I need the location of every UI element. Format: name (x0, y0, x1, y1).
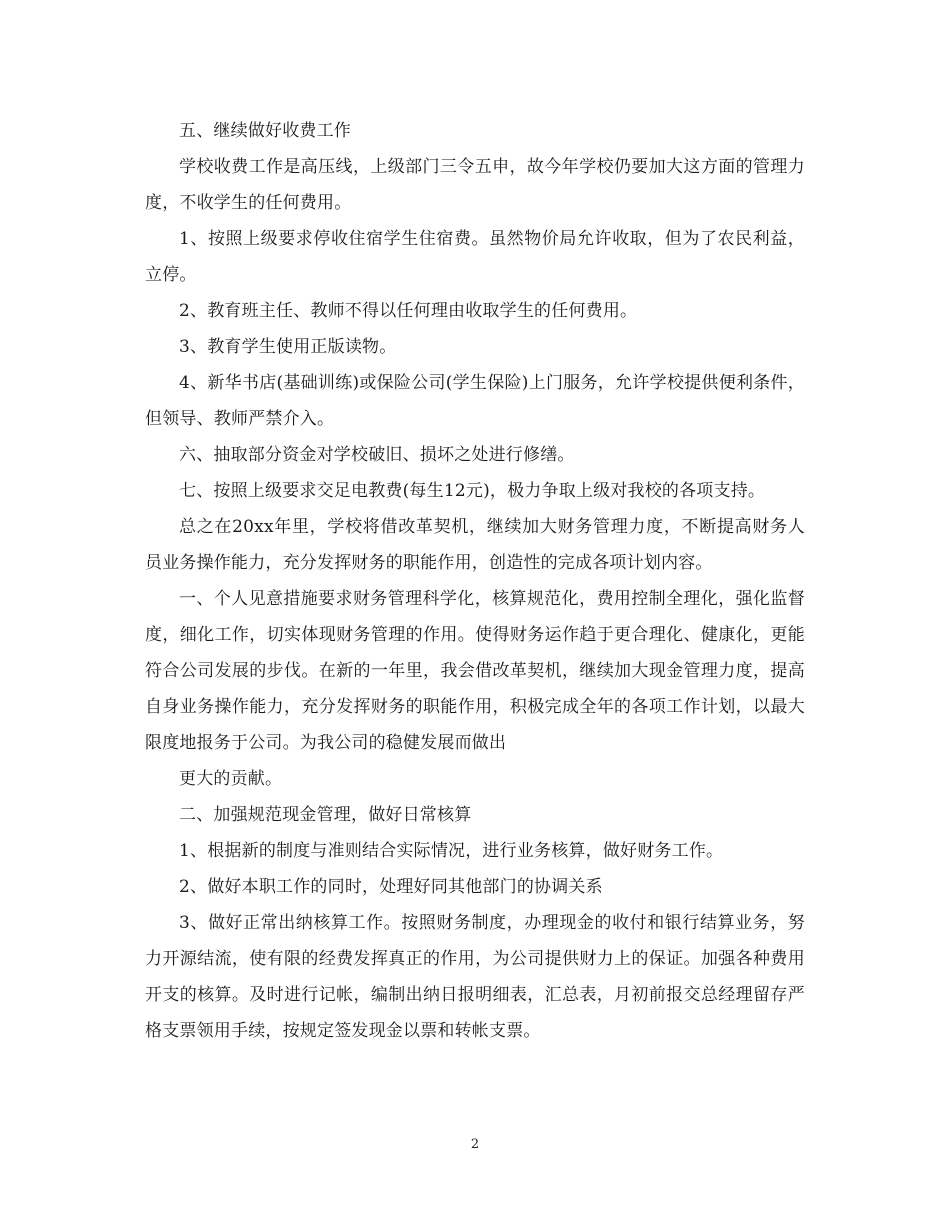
list-item: 1、按照上级要求停收住宿学生住宿费。虽然物价局允许收取，但为了农民利益，立停。 (145, 229, 805, 285)
paragraph: 一、个人见意措施要求财务管理科学化，核算规范化，费用控制全理化，强化监督度，细化工作，切实体现财务管理的作用。使得财务运作趋于更合理化、健康化，更能符合公司发展的步伐。在新的一年里，我会借改革契机，继续加大现金管理力度，提高自身业务操作能力，充分发挥财务的职能作用，积极完成全年的各项工作计划，以最大限度地报务于公司。为我公司的稳健发展而做出 (145, 589, 805, 753)
list-item: 3、教育学生使用正版读物。 (179, 337, 397, 357)
paragraph: 学校收费工作是高压线，上级部门三令五申，故今年学校仍要加大这方面的管理力度，不收学生的任何费用。 (145, 157, 805, 213)
section-heading-seven: 七、按照上级要求交足电教费(每生12元)，极力争取上级对我校的各项支持。 (179, 481, 766, 501)
page-number: 2 (470, 1137, 480, 1152)
document-body (145, 113, 805, 1049)
list-item: 3、做好正常出纳核算工作。按照财务制度，办理现金的收付和银行结算业务，努力开源结流，使有限的经费发挥真正的作用，为公司提供财力上的保证。加强各种费用开支的核算。及时进行记帐，编制出纳日报明细表，汇总表，月初前报交总经理留存严格支票领用手续，按规定签发现金以票和转帐支票。 (145, 913, 805, 1041)
section-heading-six: 六、抽取部分资金对学校破旧、损坏之处进行修缮。 (179, 445, 575, 465)
summary-paragraph: 总之在20xx年里，学校将借改革契机，继续加大财务管理力度，不断提高财务人员业务操作能力，充分发挥财务的职能作用，创造性的完成各项计划内容。 (145, 517, 805, 573)
list-item: 2、做好本职工作的同时，处理好同其他部门的协调关系 (179, 877, 603, 897)
paragraph-continuation: 更大的贡献。 (179, 769, 283, 789)
list-item: 1、根据新的制度与准则结合实际情况，进行业务核算，做好财务工作。 (179, 841, 724, 861)
section-heading-five: 五、继续做好收费工作 (179, 121, 351, 141)
list-item: 2、教育班主任、教师不得以任何理由收取学生的任何费用。 (179, 301, 638, 321)
section-heading-two: 二、加强规范现金管理，做好日常核算 (179, 805, 472, 825)
list-item: 4、新华书店(基础训练)或保险公司(学生保险)上门服务，允许学校提供便利条件，但领导、教师严禁介入。 (145, 373, 805, 429)
